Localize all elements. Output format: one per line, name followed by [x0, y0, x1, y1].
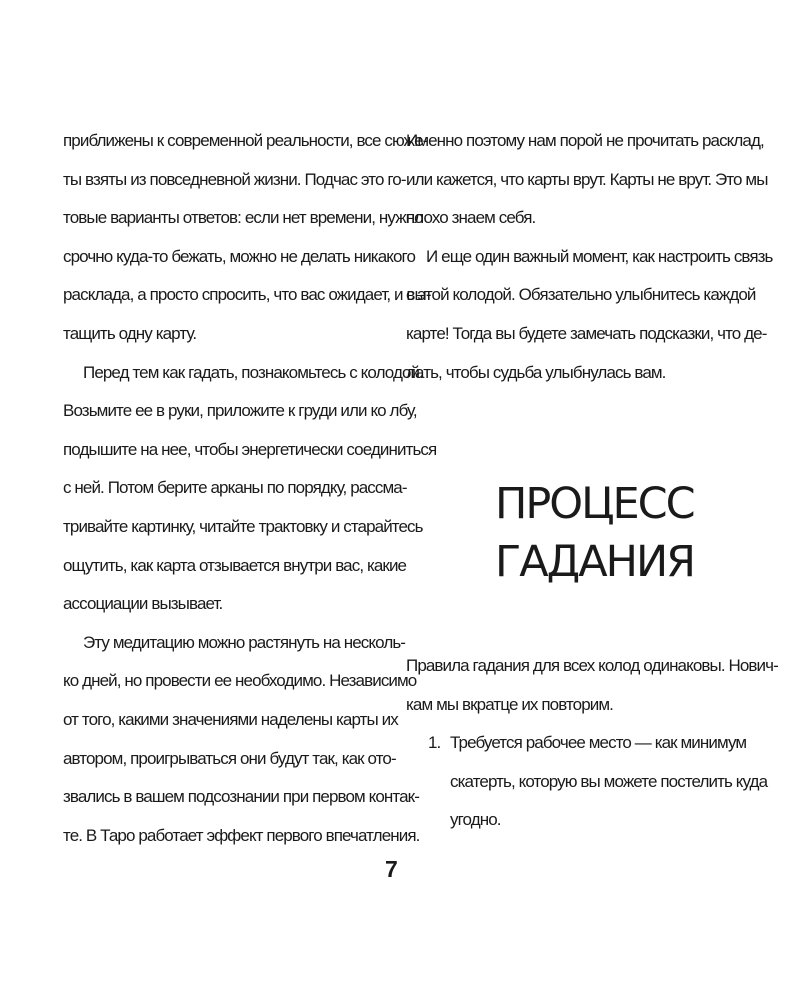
text-line: те. В Таро работает эффект первого впечатления.: [63, 825, 420, 845]
section-heading: [495, 475, 694, 591]
right-column: [406, 122, 773, 392]
list-item: [450, 724, 768, 840]
text-line: скатерть, которую вы можете постелить куда: [450, 771, 768, 791]
text-line: ощутить, как карта отзывается внутри вас, какие: [63, 555, 407, 575]
intro-paragraph: [406, 647, 778, 724]
text-line: Именно поэтому нам порой не прочитать расклад,: [406, 131, 764, 150]
text-line: Возьмите ее в руки, приложите к груди или ко лбу,: [63, 401, 417, 421]
text-line: ко дней, но провести ее необходимо. Независимо: [63, 671, 417, 691]
text-line: от того, какими значениями наделены карты их: [63, 709, 398, 729]
text-line: автором, проигрываться они будут так, как ото-: [63, 748, 396, 768]
text-line: тащить одну карту.: [63, 323, 197, 343]
text-line: кам мы вкратце их повторим.: [406, 694, 613, 714]
text-line: товые варианты ответов: если нет времени, нужно: [63, 208, 423, 228]
text-line: с ней. Потом берите арканы по порядку, рассма-: [63, 478, 407, 498]
text-line: или кажется, что карты врут. Карты не врут. Это мы: [406, 169, 768, 189]
text-line: с этой колодой. Обязательно улыбнитесь каждой: [406, 285, 756, 305]
text-line: приближены к современной реальности, все сюже-: [63, 131, 428, 150]
text-line: Требуется рабочее место — как минимум: [450, 733, 747, 752]
numbered-list: [406, 724, 768, 840]
text-line: ты взяты из повседневной жизни. Подчас это го-: [63, 169, 406, 189]
heading-line: ГАДАНИЯ: [495, 537, 695, 587]
text-line: угодно.: [450, 810, 501, 830]
text-line: Правила гадания для всех колод одинаковы. Нович-: [406, 656, 778, 675]
text-line: Перед тем как гадать, познакомьтесь с колодой.: [83, 362, 423, 382]
text-line: звались в вашем подсознании при первом контак-: [63, 787, 419, 807]
text-line: И еще один важный момент, как настроить связь: [426, 246, 773, 266]
left-column: [63, 122, 437, 855]
text-line: лать, чтобы судьба улыбнулась вам.: [406, 362, 666, 382]
text-line: плохо знаем себя.: [406, 208, 536, 228]
page-number: 7: [385, 856, 398, 882]
list-item-number: 1.: [428, 733, 441, 752]
text-line: расклада, а просто спросить, что вас ожидает, и вы-: [63, 285, 431, 305]
text-line: ассоциации вызывает.: [63, 594, 223, 614]
text-line: подышите на нее, чтобы энергетически соединиться: [63, 439, 437, 459]
text-line: тривайте картинку, читайте трактовку и старайтесь: [63, 516, 423, 536]
text-line: Эту медитацию можно растянуть на несколь-: [83, 632, 406, 652]
text-line: срочно куда-то бежать, можно не делать никакого: [63, 246, 416, 266]
heading-line: ПРОЦЕСС: [495, 479, 694, 529]
text-line: карте! Тогда вы будете замечать подсказки, что де-: [406, 323, 767, 343]
